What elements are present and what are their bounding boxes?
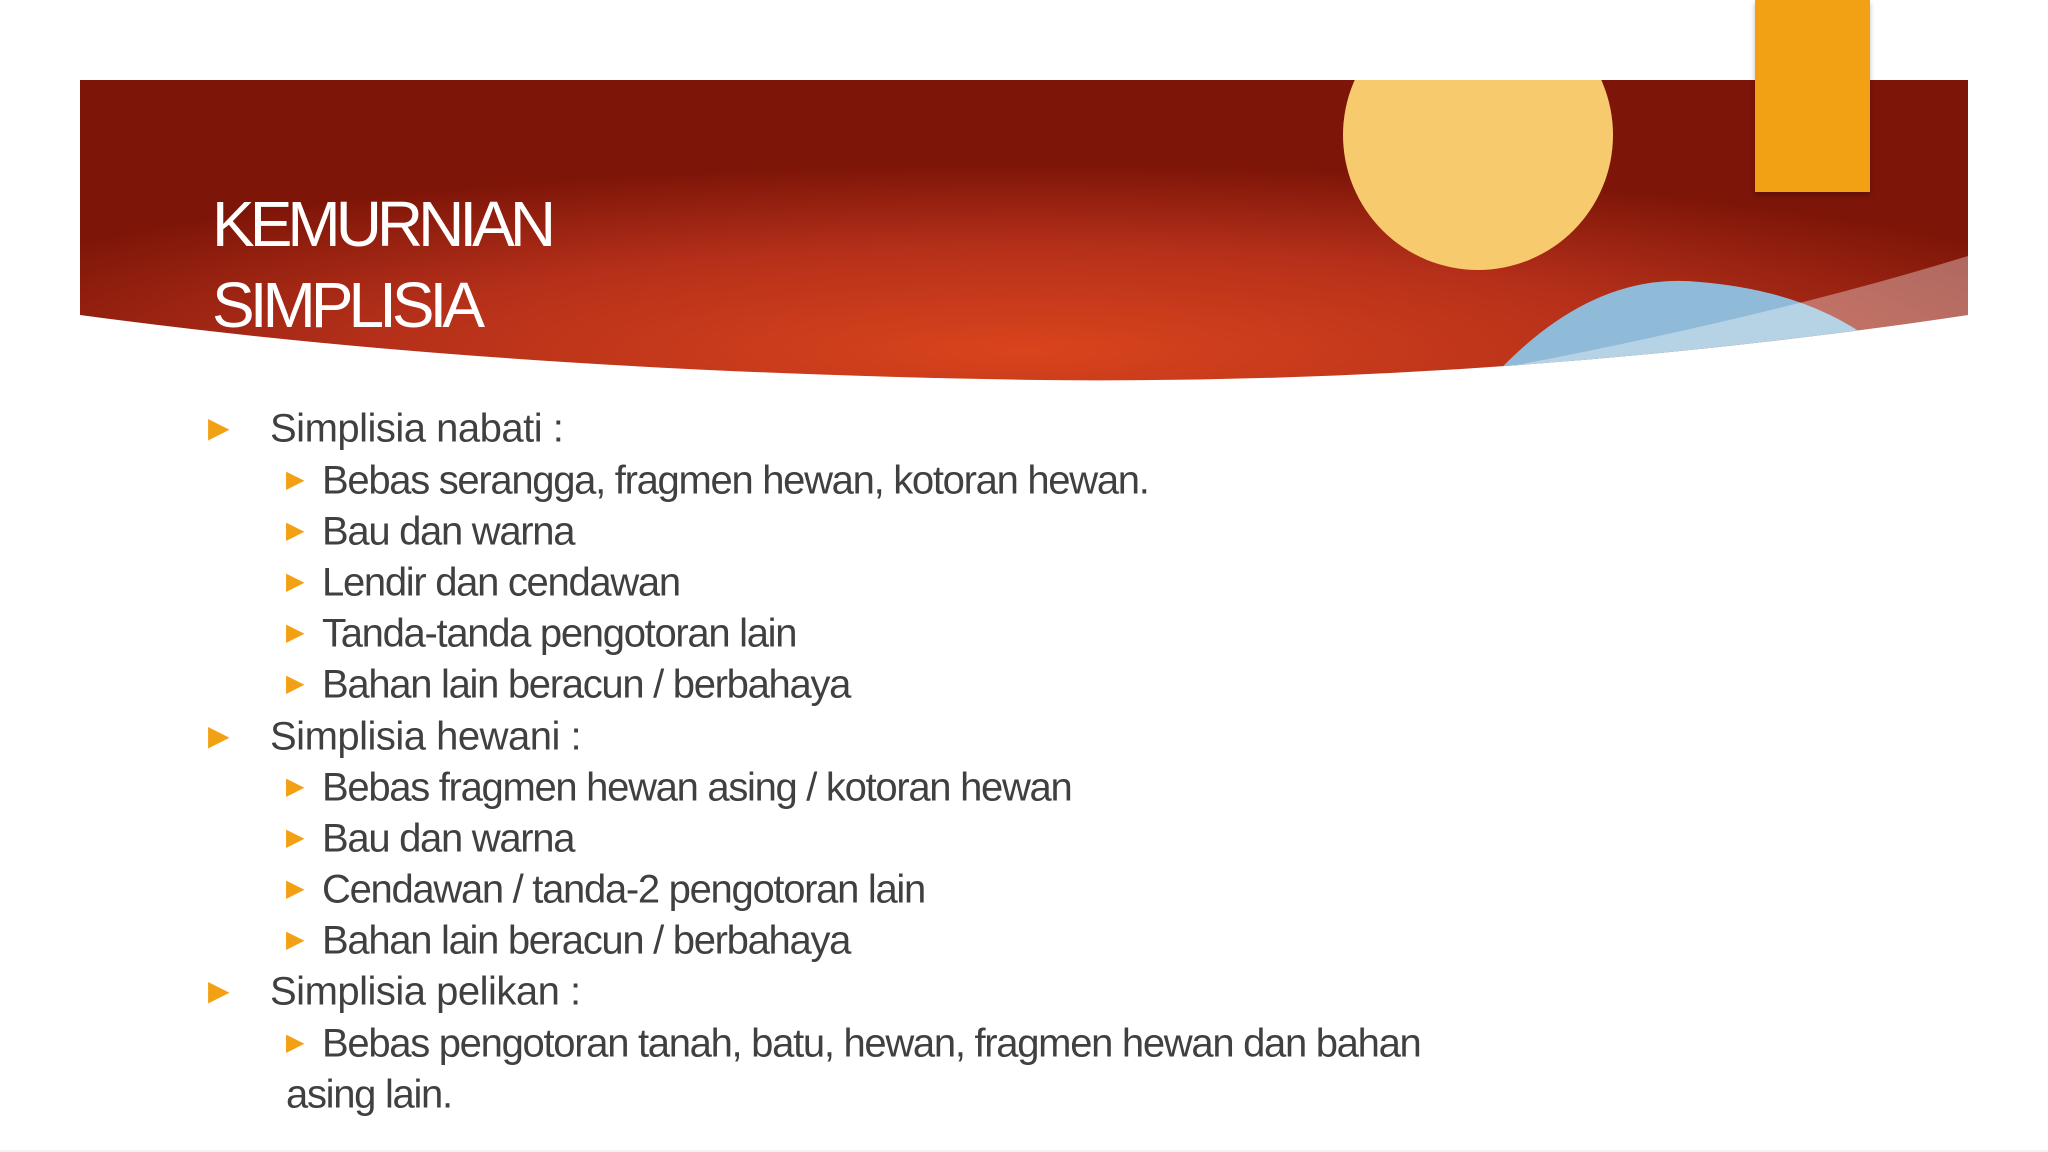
bullet-triangle-icon: ▶ xyxy=(286,466,305,494)
bullet-triangle-icon: ▶ xyxy=(286,568,305,596)
list-item: ▶ Bebas serangga, fragmen hewan, kotoran hewan. xyxy=(286,452,1149,504)
list-item: ▶ Cendawan / tanda-2 pengotoran lain xyxy=(286,861,925,913)
bullet-triangle-icon: ▶ xyxy=(286,824,305,852)
bullet-triangle-icon: ▶ xyxy=(286,1029,305,1057)
bullet-triangle-icon: ▶ xyxy=(208,720,230,752)
section-heading-hewani: ▶ Simplisia hewani : xyxy=(208,708,581,760)
bullet-triangle-icon: ▶ xyxy=(286,926,305,954)
bullet-triangle-icon: ▶ xyxy=(286,773,305,801)
list-item: ▶ Bahan lain beracun / berbahaya xyxy=(286,912,850,964)
section-heading-pelikan: ▶ Simplisia pelikan : xyxy=(208,963,581,1015)
bullet-triangle-icon: ▶ xyxy=(286,670,305,698)
bullet-triangle-icon: ▶ xyxy=(208,975,230,1007)
list-item: ▶ Bebas pengotoran tanah, batu, hewan, fragmen hewan dan bahan xyxy=(286,1015,1420,1067)
section-heading-nabati: ▶ Simplisia nabati : xyxy=(208,400,563,452)
title-line-1: KEMURNIAN xyxy=(212,188,552,260)
list-item: ▶ Tanda-tanda pengotoran lain xyxy=(286,605,796,657)
list-item: ▶ Bau dan warna xyxy=(286,503,574,555)
list-item-continuation: asing lain. xyxy=(286,1072,452,1117)
list-item: ▶ Bahan lain beracun / berbahaya xyxy=(286,656,850,708)
bullet-triangle-icon: ▶ xyxy=(286,619,305,647)
bullet-triangle-icon: ▶ xyxy=(286,875,305,903)
title-line-2: SIMPLISIA xyxy=(212,269,480,341)
list-item: ▶ Bau dan warna xyxy=(286,810,574,862)
list-item: ▶ Lendir dan cendawan xyxy=(286,554,680,606)
list-item: ▶ Bebas fragmen hewan asing / kotoran hewan xyxy=(286,759,1071,811)
bullet-triangle-icon: ▶ xyxy=(286,517,305,545)
bullet-triangle-icon: ▶ xyxy=(208,412,230,444)
